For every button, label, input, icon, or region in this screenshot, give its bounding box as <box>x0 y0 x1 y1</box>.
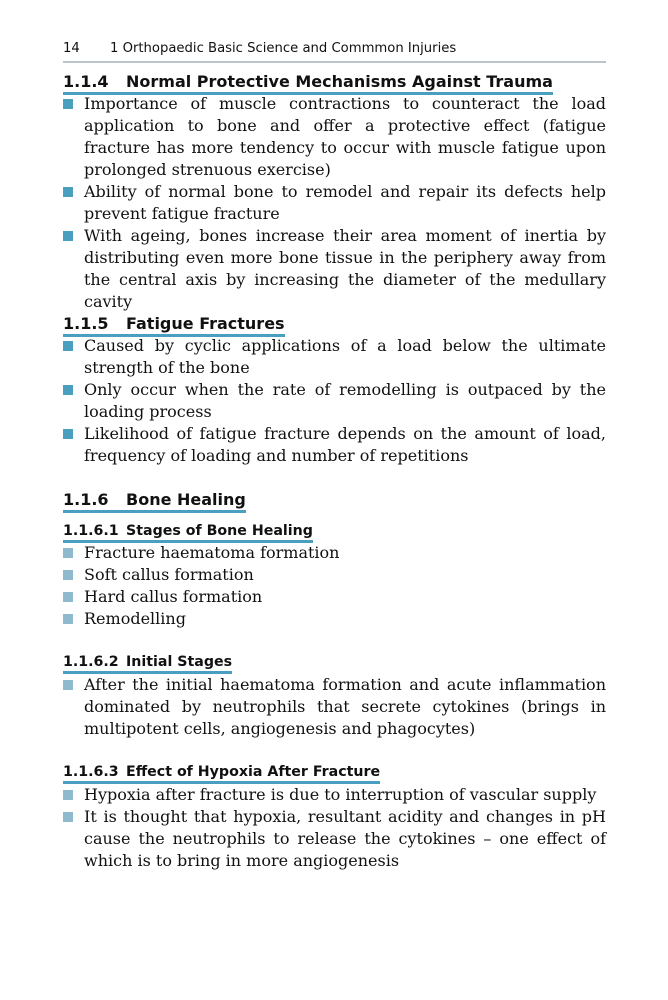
subsection-heading-1-1-6-3 <box>63 764 380 784</box>
bullet-square-icon <box>63 548 73 558</box>
bullet-text: With ageing, bones increase their area moment of inertia by distributing even more bone tissue in the periphery away from the central axis by increasing the diameter of the medullary cavity <box>84 226 606 311</box>
bullet-text: Fracture haematoma formation <box>84 543 340 562</box>
subsection-heading-1-1-6-1 <box>63 523 313 543</box>
bullet-list-1-1-6-2 <box>63 674 606 740</box>
bullet-text: Hypoxia after fracture is due to interruption of vascular supply <box>84 785 597 804</box>
list-item <box>63 674 606 740</box>
list-item <box>63 806 606 872</box>
section-title: Fatigue Fractures <box>126 314 285 333</box>
subsection-title: Stages of Bone Healing <box>126 523 313 539</box>
list-item <box>63 784 606 806</box>
list-item <box>63 608 606 630</box>
section-number: 1.1.6 <box>63 490 109 509</box>
bullet-text: After the initial haematoma formation and acute inflammation dominated by neutrophils that secrete cytokines (brings in multipotent cells, angiogenesis and phagocytes) <box>84 675 606 738</box>
bullet-square-icon <box>63 99 73 109</box>
subsection-title: Effect of Hypoxia After Fracture <box>126 764 381 780</box>
bullet-square-icon <box>63 790 73 800</box>
header-rule <box>63 61 606 63</box>
bullet-square-icon <box>63 341 73 351</box>
section-number: 1.1.5 <box>63 314 109 333</box>
list-item <box>63 335 606 379</box>
subsection-number: 1.1.6.2 <box>63 654 119 670</box>
section-heading-1-1-4 <box>63 72 553 95</box>
bullet-square-icon <box>63 231 73 241</box>
list-item <box>63 225 606 313</box>
section-heading-1-1-6 <box>63 490 246 513</box>
bullet-text: Importance of muscle contractions to counteract the load application to bone and offer a protective effect (fatigue fracture has more tendency to occur with muscle fatigue upon prolonged strenuous exercise) <box>84 94 606 179</box>
subsection-title: Initial Stages <box>126 654 233 670</box>
bullet-text: It is thought that hypoxia, resultant acidity and changes in pH cause the neutrophils to release the cytokines – one effect of which is to bring in more angiogenesis <box>84 807 606 870</box>
section-number: 1.1.4 <box>63 72 109 91</box>
subsection-heading-1-1-6-2 <box>63 654 232 674</box>
bullet-text: Remodelling <box>84 609 186 628</box>
subsection-number: 1.1.6.1 <box>63 523 119 539</box>
list-item <box>63 423 606 467</box>
bullet-text: Likelihood of fatigue fracture depends on the amount of load, frequency of loading and number of repetitions <box>84 424 606 465</box>
list-item <box>63 564 606 586</box>
list-item <box>63 181 606 225</box>
bullet-square-icon <box>63 592 73 602</box>
bullet-text: Soft callus formation <box>84 565 254 584</box>
subsection-number: 1.1.6.3 <box>63 764 119 780</box>
bullet-text: Only occur when the rate of remodelling is outpaced by the loading process <box>84 380 606 421</box>
list-item <box>63 379 606 423</box>
bullet-list-1-1-6-1 <box>63 542 606 630</box>
bullet-text: Ability of normal bone to remodel and repair its defects help prevent fatigue fracture <box>84 182 606 223</box>
bullet-list-1-1-6-3 <box>63 784 606 872</box>
running-head <box>63 41 606 56</box>
section-title: Normal Protective Mechanisms Against Trauma <box>126 72 553 91</box>
section-title: Bone Healing <box>126 490 246 509</box>
bullet-square-icon <box>63 429 73 439</box>
bullet-list-1-1-4 <box>63 93 606 313</box>
bullet-square-icon <box>63 680 73 690</box>
page-number: 14 <box>63 41 80 56</box>
bullet-text: Hard callus formation <box>84 587 263 606</box>
list-item <box>63 93 606 181</box>
chapter-title: 1 Orthopaedic Basic Science and Commmon Injuries <box>110 41 457 56</box>
bullet-square-icon <box>63 614 73 624</box>
bullet-square-icon <box>63 812 73 822</box>
list-item <box>63 586 606 608</box>
bullet-list-1-1-5 <box>63 335 606 467</box>
bullet-square-icon <box>63 187 73 197</box>
bullet-text: Caused by cyclic applications of a load below the ultimate strength of the bone <box>84 336 606 377</box>
list-item <box>63 542 606 564</box>
bullet-square-icon <box>63 385 73 395</box>
section-heading-1-1-5 <box>63 314 285 337</box>
bullet-square-icon <box>63 570 73 580</box>
